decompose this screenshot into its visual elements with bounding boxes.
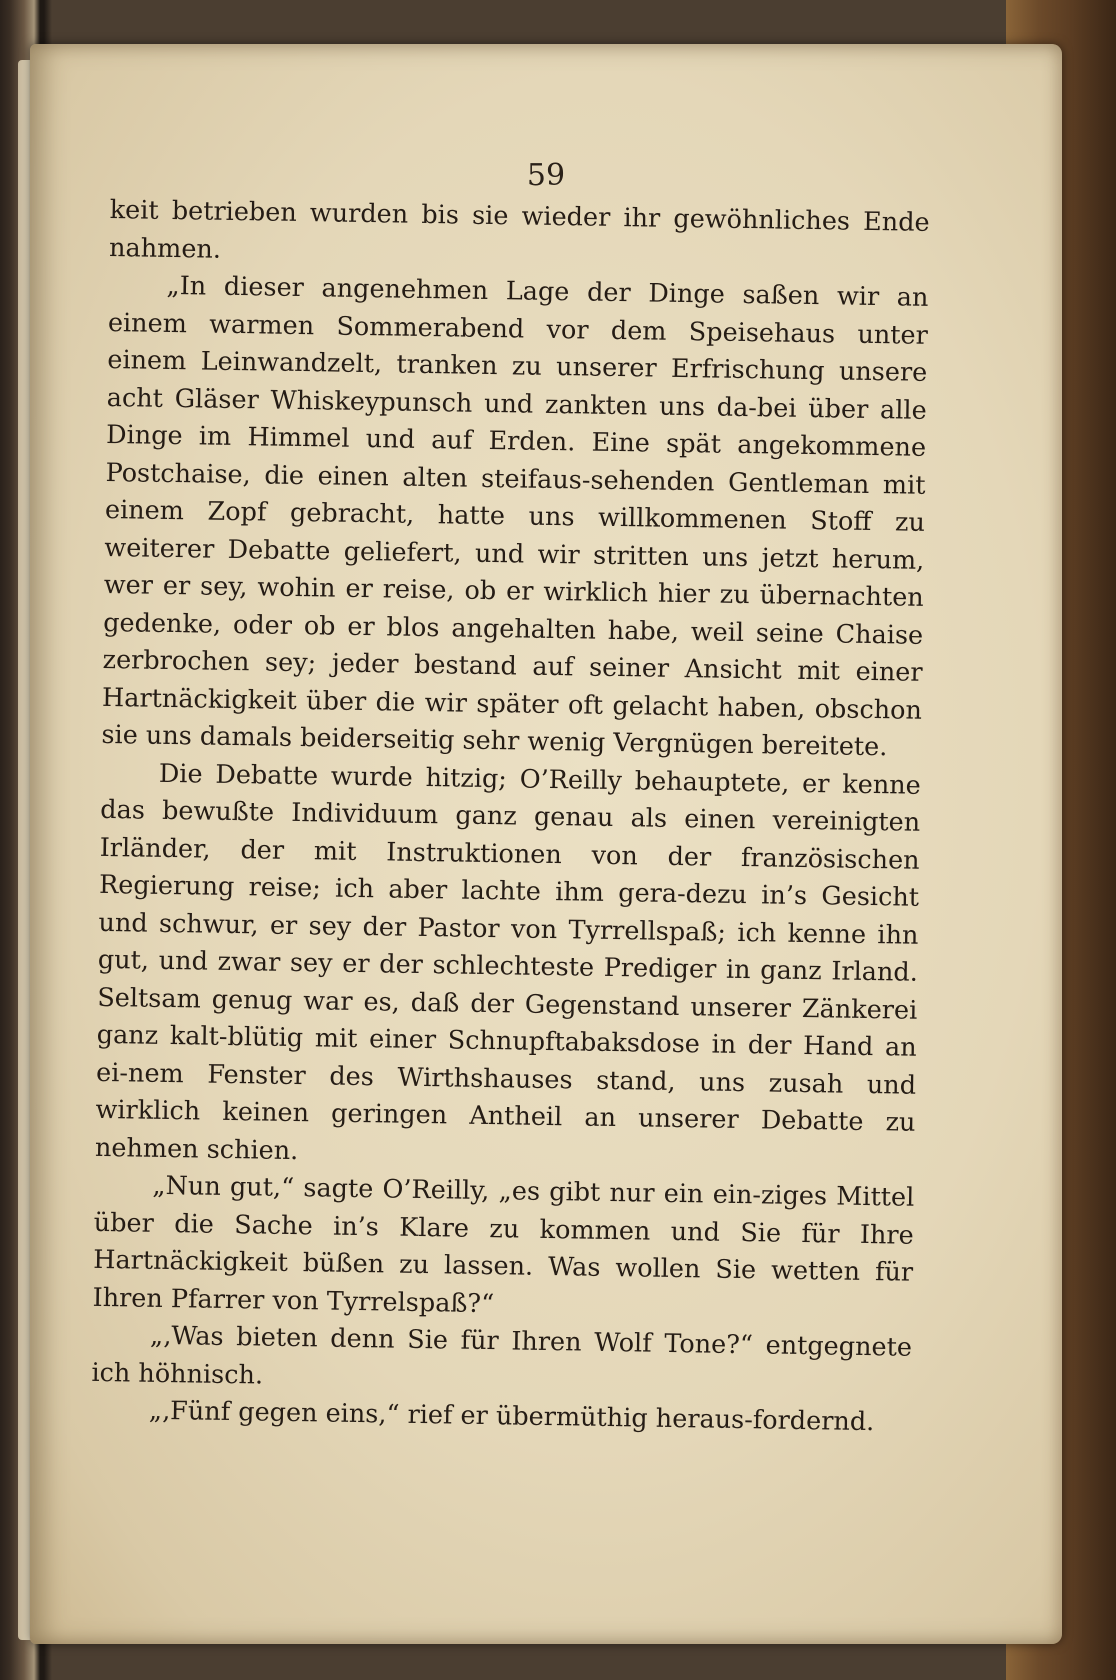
page-number: 59 [526, 158, 566, 193]
paragraph: „In dieser angenehmen Lage der Dinge saßen wir an einem warmen Sommerabend vor dem Speisehaus unter einem Leinwandzelt, tranken zu unserer Erfrischung unsere acht Gläser Whiskeypunsch und zankten uns da-bei über alle Dinge im Himmel und auf Erden. Eine spät angekommene Postchaise, die einen alten steifaus-sehenden Gentleman mit einem Zopf gebracht, hatte uns willkommenen Stoff zu weiterer Debatte geliefert, und wir stritten uns jetzt herum, wer er sey, wohin er reise, ob er wirklich hier zu übernachten gedenke, oder ob er blos angehalten habe, weil seine Chaise zerbrochen sey; jeder bestand auf seiner Ansicht mit einer Hartnäckigkeit über die wir später oft gelacht haben, obschon sie uns damals beiderseitig sehr wenig Vergnügen bereitete. [101, 270, 929, 763]
paragraph: „Nun gut,“ sagte O’Reilly, „es gibt nur ein ein-ziges Mittel über die Sache in’s Klare zu kommen und Sie für Ihre Hartnäckigkeit büßen zu lassen. Was wollen Sie wetten für Ihren Pfarrer von Tyrrelspaß?“ [92, 1170, 915, 1319]
paragraph: „‚Fünf gegen eins,“ rief er übermüthig heraus-fordernd. [148, 1395, 875, 1438]
paragraph: „‚Was bieten denn Sie für Ihren Wolf Tone?“ entgegnete ich höhnisch. [91, 1320, 913, 1391]
paragraph: keit betrieben wurden bis sie wieder ihr gewöhnliches Ende nahmen. [108, 194, 930, 265]
page-text [91, 192, 930, 1442]
paragraph: Die Debatte wurde hitzig; O’Reilly behauptete, er kenne das bewußte Individuum ganz genau als einen vereinigten Irländer, der mit Instruktionen von der französischen Regierung reise; ich aber lachte ihm gera-dezu in’s Gesicht und schwur, er sey der Pastor von Tyrrellspaß; ich kenne ihn gut, und zwar sey er der schlechteste Prediger in ganz Irland. Seltsam genug war es, daß der Gegenstand unserer Zänkerei ganz kalt-blütig mit einer Schnupftabaksdose in der Hand an ei-nem Fenster des Wirthshauses stand, uns zusah und wirklich keinen geringen Antheil an unserer Debatte zu nehmen schien. [94, 758, 922, 1166]
book-page [30, 44, 1062, 1644]
